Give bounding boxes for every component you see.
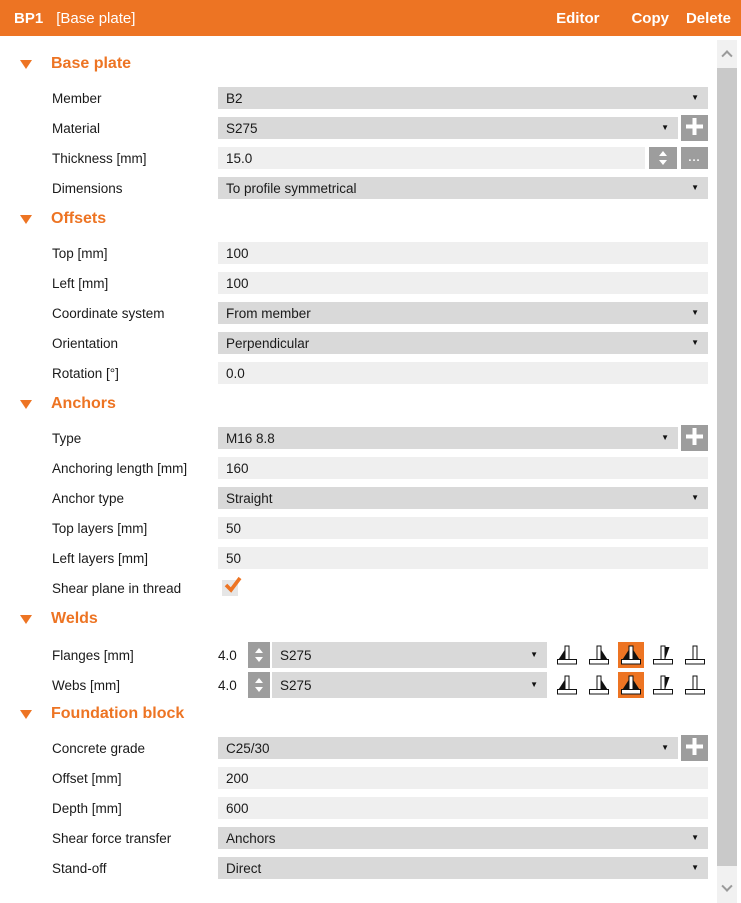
left-layers-input[interactable]: 50 [218, 547, 708, 569]
stand-off-dropdown[interactable] [218, 857, 708, 879]
coordinate-system-label: Coordinate system [52, 305, 165, 321]
webs-weld-type-selector [554, 672, 708, 698]
thickness-more-button[interactable]: ... [681, 147, 708, 169]
titlebar [0, 0, 741, 36]
collapse-triangle-icon [20, 400, 32, 409]
row-left-layers [0, 547, 717, 569]
orientation-value: Perpendicular [226, 335, 310, 351]
chevron-down-icon [721, 881, 732, 892]
webs-weld-size-input[interactable]: 4.0 [218, 677, 237, 693]
flanges-weld-label: Flanges [mm] [52, 647, 134, 663]
chevron-down-icon: ▼ [661, 433, 669, 442]
row-foundation-offset [0, 767, 717, 789]
spinner-up-icon[interactable] [659, 151, 667, 156]
stand-off-value: Direct [226, 860, 262, 876]
collapse-triangle-icon [20, 215, 32, 224]
row-anchor-type-size [0, 427, 717, 449]
section-header-welds[interactable] [0, 607, 717, 631]
left-layers-label: Left layers [mm] [52, 550, 149, 566]
top-layers-label: Top layers [mm] [52, 520, 148, 536]
anchor-shape-label: Anchor type [52, 490, 125, 506]
weld-fillet-both-sides-icon[interactable] [618, 672, 644, 698]
properties-content [0, 36, 717, 887]
collapse-triangle-icon [20, 710, 32, 719]
row-member [0, 87, 717, 109]
anchor-shape-value: Straight [226, 490, 273, 506]
concrete-grade-value: C25/30 [226, 740, 270, 756]
plus-icon [686, 738, 703, 758]
chevron-down-icon: ▼ [691, 833, 699, 842]
row-coordinate-system [0, 302, 717, 324]
row-flanges-weld [0, 642, 717, 668]
chevron-down-icon: ▼ [691, 308, 699, 317]
row-orientation [0, 332, 717, 354]
rotation-label: Rotation [°] [52, 365, 119, 381]
weld-fillet-both-sides-icon[interactable] [618, 642, 644, 668]
anchor-type-size-dropdown[interactable] [218, 427, 678, 449]
chevron-down-icon: ▼ [691, 93, 699, 102]
flanges-weld-material-dropdown[interactable] [272, 642, 547, 668]
flanges-weld-type-selector [554, 642, 708, 668]
row-depth [0, 797, 717, 819]
member-value: B2 [226, 90, 243, 106]
chevron-down-icon: ▼ [691, 338, 699, 347]
chevron-down-icon: ▼ [530, 680, 538, 689]
section-title: Foundation block [51, 705, 185, 722]
row-thickness [0, 147, 717, 169]
depth-label: Depth [mm] [52, 800, 122, 816]
row-rotation [0, 362, 717, 384]
add-material-button[interactable] [681, 115, 708, 141]
weld-fillet-right-icon[interactable] [586, 642, 612, 668]
shear-plane-checkbox[interactable] [222, 580, 238, 596]
chevron-down-icon: ▼ [691, 493, 699, 502]
material-value: S275 [226, 120, 258, 136]
weld-fillet-left-icon[interactable] [554, 672, 580, 698]
anchoring-length-label: Anchoring length [mm] [52, 460, 188, 476]
shear-force-transfer-label: Shear force transfer [52, 830, 172, 846]
section-title: Base plate [51, 55, 132, 72]
offset-left-label: Left [mm] [52, 275, 109, 291]
row-shear-plane [0, 577, 717, 599]
section-header-base-plate[interactable] [0, 52, 717, 76]
depth-input[interactable]: 600 [218, 797, 708, 819]
dimensions-dropdown[interactable] [218, 177, 708, 199]
scroll-down-button[interactable] [717, 875, 737, 903]
chevron-down-icon: ▼ [530, 650, 538, 659]
add-concrete-grade-button[interactable] [681, 735, 708, 761]
coordinate-system-dropdown[interactable] [218, 302, 708, 324]
dimensions-label: Dimensions [52, 180, 123, 196]
row-webs-weld [0, 672, 717, 698]
spinner-down-icon[interactable] [255, 687, 263, 692]
operation-id: BP1 [14, 9, 44, 27]
webs-weld-spinner[interactable] [248, 672, 270, 698]
orientation-label: Orientation [52, 335, 119, 351]
webs-weld-material-dropdown[interactable] [272, 672, 547, 698]
chevron-down-icon: ▼ [661, 123, 669, 132]
thickness-spinner[interactable] [649, 147, 677, 169]
section-title: Welds [51, 610, 98, 627]
anchor-shape-dropdown[interactable] [218, 487, 708, 509]
delete-button[interactable]: Delete [685, 9, 731, 27]
weld-butt-icon[interactable] [682, 642, 708, 668]
copy-button[interactable]: Copy [631, 9, 669, 27]
section-header-anchors[interactable] [0, 392, 717, 416]
offset-top-label: Top [mm] [52, 245, 108, 261]
section-title: Offsets [51, 210, 107, 227]
section-header-foundation-block[interactable] [0, 702, 717, 726]
shear-force-transfer-value: Anchors [226, 830, 276, 846]
row-top-layers [0, 517, 717, 539]
editor-button[interactable]: Editor [556, 9, 600, 27]
chevron-up-icon [721, 50, 732, 61]
spinner-down-icon[interactable] [255, 657, 263, 662]
offset-left-input[interactable]: 100 [218, 272, 708, 294]
add-anchor-type-button[interactable] [681, 425, 708, 451]
collapse-triangle-icon [20, 60, 32, 69]
spinner-up-icon[interactable] [255, 648, 263, 653]
orientation-dropdown[interactable] [218, 332, 708, 354]
row-anchor-shape [0, 487, 717, 509]
dimensions-value: To profile symmetrical [226, 180, 357, 196]
row-concrete-grade [0, 737, 717, 759]
weld-bevel-icon[interactable] [650, 672, 676, 698]
top-layers-input[interactable]: 50 [218, 517, 708, 539]
collapse-triangle-icon [20, 615, 32, 624]
weld-fillet-right-icon[interactable] [586, 672, 612, 698]
plus-icon [686, 428, 703, 448]
anchoring-length-input[interactable]: 160 [218, 457, 708, 479]
row-stand-off [0, 857, 717, 879]
row-material [0, 117, 717, 139]
scrollbar[interactable] [717, 40, 737, 903]
section-title: Anchors [51, 395, 116, 412]
member-dropdown[interactable] [218, 87, 708, 109]
titlebar-actions [556, 10, 731, 27]
anchor-type-size-value: M16 8.8 [226, 430, 275, 446]
weld-fillet-left-icon[interactable] [554, 642, 580, 668]
spinner-down-icon[interactable] [659, 160, 667, 165]
shear-plane-label: Shear plane in thread [52, 580, 182, 596]
member-label: Member [52, 90, 102, 106]
spinner-up-icon[interactable] [255, 678, 263, 683]
row-offset-top [0, 242, 717, 264]
weld-bevel-icon[interactable] [650, 642, 676, 668]
plus-icon [686, 118, 703, 138]
offset-top-input[interactable]: 100 [218, 242, 708, 264]
weld-butt-icon[interactable] [682, 672, 708, 698]
row-shear-force-transfer [0, 827, 717, 849]
flanges-weld-spinner[interactable] [248, 642, 270, 668]
foundation-offset-input[interactable]: 200 [218, 767, 708, 789]
anchor-type-size-label: Type [52, 430, 82, 446]
webs-weld-label: Webs [mm] [52, 677, 121, 693]
concrete-grade-label: Concrete grade [52, 740, 146, 756]
material-label: Material [52, 120, 101, 136]
section-header-offsets[interactable] [0, 207, 717, 231]
rotation-input[interactable]: 0.0 [218, 362, 708, 384]
thickness-input[interactable]: 15.0 [218, 147, 645, 169]
scroll-up-button[interactable] [717, 40, 737, 66]
chevron-down-icon: ▼ [691, 863, 699, 872]
flanges-weld-size-input[interactable]: 4.0 [218, 647, 237, 663]
material-dropdown[interactable] [218, 117, 678, 139]
concrete-grade-dropdown[interactable] [218, 737, 678, 759]
row-anchoring-length [0, 457, 717, 479]
shear-force-transfer-dropdown[interactable] [218, 827, 708, 849]
scrollbar-thumb[interactable] [717, 68, 737, 866]
webs-weld-material-value: S275 [280, 677, 312, 693]
row-dimensions [0, 177, 717, 199]
chevron-down-icon: ▼ [691, 183, 699, 192]
operation-type-label: [Base plate] [56, 9, 136, 27]
flanges-weld-material-value: S275 [280, 647, 312, 663]
foundation-offset-label: Offset [mm] [52, 770, 122, 786]
stand-off-label: Stand-off [52, 860, 107, 876]
chevron-down-icon: ▼ [661, 743, 669, 752]
thickness-label: Thickness [mm] [52, 150, 147, 166]
row-offset-left [0, 272, 717, 294]
coordinate-system-value: From member [226, 305, 311, 321]
